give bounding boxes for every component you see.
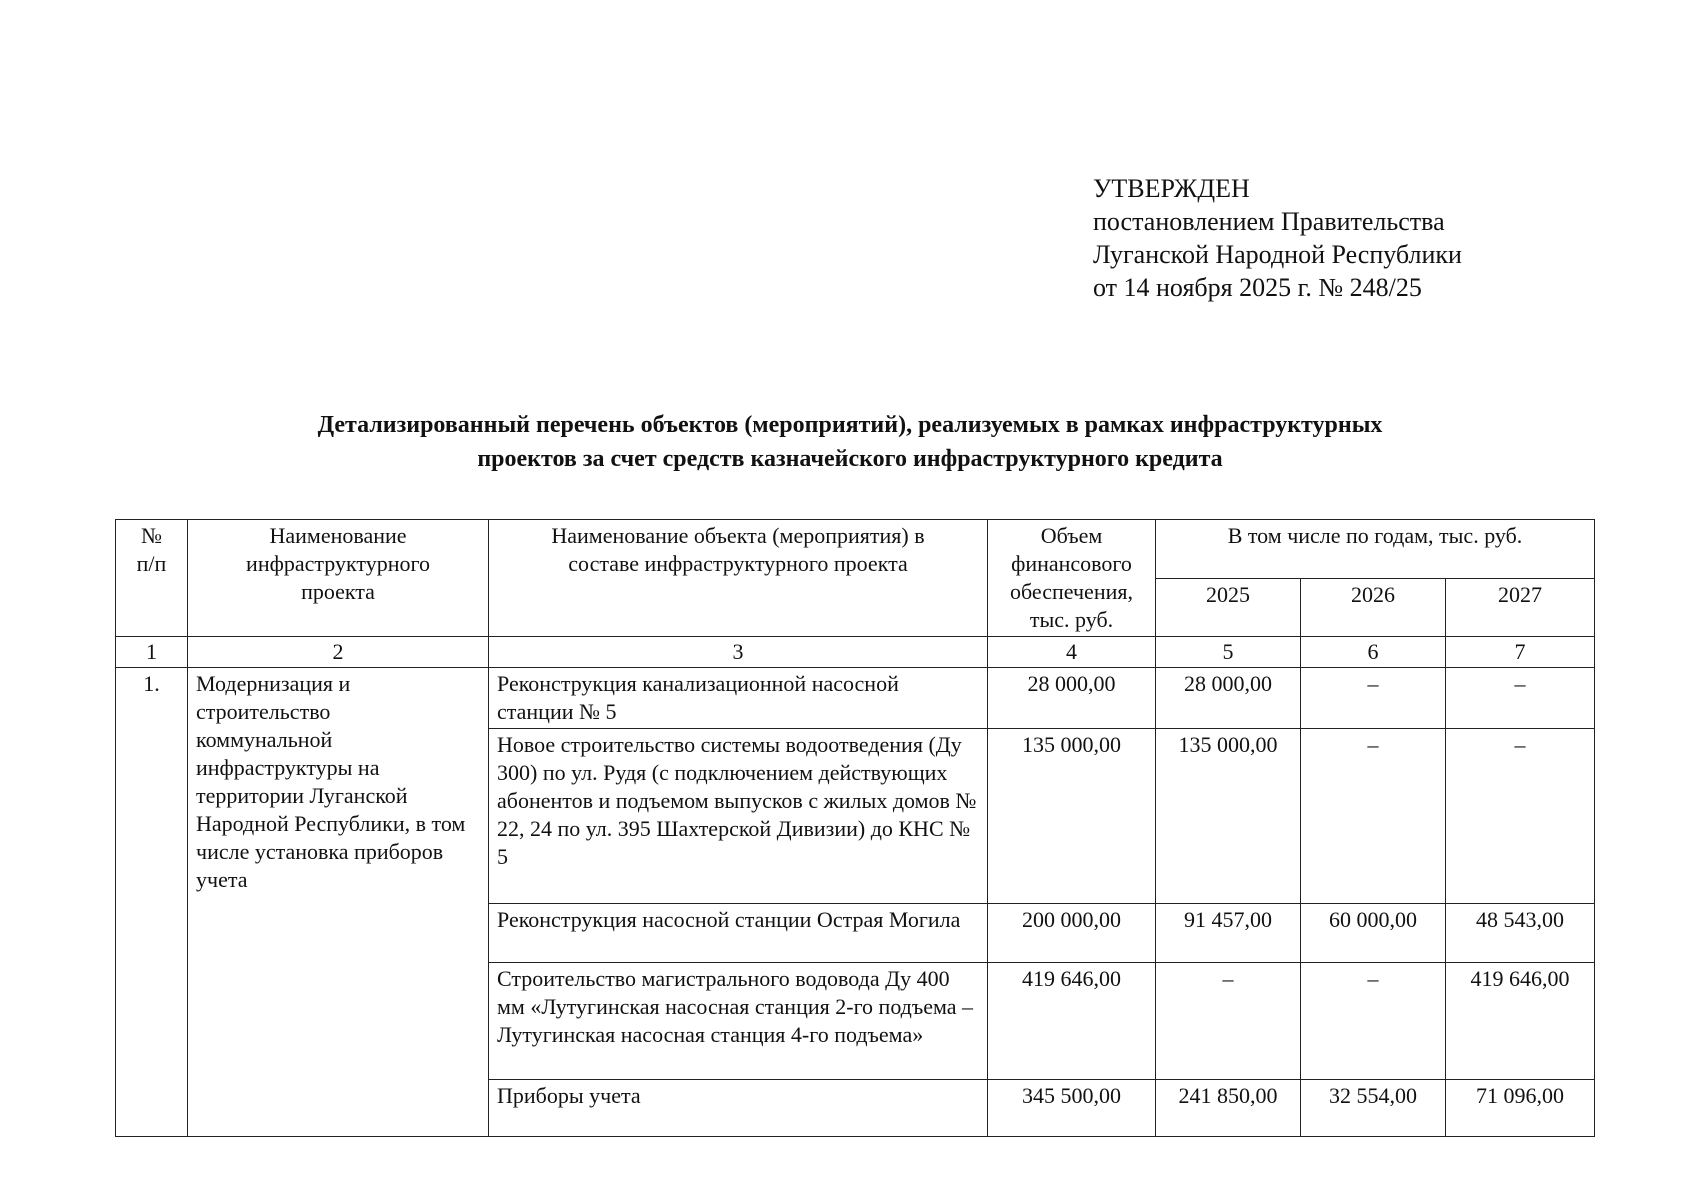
document-title-line: Детализированный перечень объектов (мероприятий), реализуемых в рамках инфраструктурных (317, 412, 1383, 438)
volume-cell: 28 000,00 (988, 668, 1156, 729)
year-2026-cell: – (1301, 963, 1446, 1080)
year-2025-cell: 241 850,00 (1156, 1080, 1301, 1137)
table-row (116, 668, 1595, 729)
year-2026-cell: – (1301, 729, 1446, 904)
volume-cell: 345 500,00 (988, 1080, 1156, 1137)
volume-cell: 135 000,00 (988, 729, 1156, 904)
approval-date: от 14 ноября 2025 г. № 248/25 (1093, 273, 1422, 302)
column-number: 4 (988, 637, 1156, 668)
object-name: Реконструкция канализационной насосной станции № 5 (489, 668, 988, 729)
year-2025-cell: – (1156, 963, 1301, 1080)
year-2025-cell: 28 000,00 (1156, 668, 1301, 729)
header-year-2027: 2027 (1446, 578, 1595, 637)
header-year-2026: 2026 (1301, 578, 1446, 637)
year-2027-cell: 71 096,00 (1446, 1080, 1595, 1137)
year-2026-cell: 32 554,00 (1301, 1080, 1446, 1137)
approval-block (1093, 172, 1462, 304)
header-project: Наименование инфраструктурного проекта (188, 520, 489, 637)
column-number: 6 (1301, 637, 1446, 668)
object-name: Строительство магистрального водовода Ду 400 мм «Лутугинская насосная станция 2-го подъема – Лутугинская насосная станция 4-го подъема» (489, 963, 988, 1080)
header-year-2025: 2025 (1156, 578, 1301, 637)
column-number: 7 (1446, 637, 1595, 668)
year-2027-cell: – (1446, 668, 1595, 729)
column-number: 1 (116, 637, 188, 668)
year-2027-cell: 419 646,00 (1446, 963, 1595, 1080)
year-2027-cell: 48 543,00 (1446, 904, 1595, 963)
document-title (150, 408, 1550, 476)
project-name: Модернизация и строительство коммунальной инфраструктуры на территории Луганской Народной Республики, в том числе установка приборов учета (188, 668, 489, 1137)
year-2026-cell: 60 000,00 (1301, 904, 1446, 963)
year-2025-cell: 135 000,00 (1156, 729, 1301, 904)
object-name: Новое строительство системы водоотведения (Ду 300) по ул. Рудя (с подключением действующих абонентов и подъемом выпусков с жилых домов № 22, 24 по ул. 395 Шахтерской Дивизии) до КНС № 5 (489, 729, 988, 904)
volume-cell: 200 000,00 (988, 904, 1156, 963)
year-2025-cell: 91 457,00 (1156, 904, 1301, 963)
header-volume: Объем финансового обеспечения, тыс. руб. (988, 520, 1156, 637)
object-name: Приборы учета (489, 1080, 988, 1137)
header-object: Наименование объекта (мероприятия) в составе инфраструктурного проекта (489, 520, 988, 637)
object-name: Реконструкция насосной станции Острая Могила (489, 904, 988, 963)
approval-heading: УТВЕРЖДЕН (1093, 174, 1250, 203)
column-number: 3 (489, 637, 988, 668)
objects-table (115, 519, 1595, 1137)
year-2026-cell: – (1301, 668, 1446, 729)
column-number-row (116, 637, 1595, 668)
header-num: № п/п (116, 520, 188, 637)
year-2027-cell: – (1446, 729, 1595, 904)
volume-cell: 419 646,00 (988, 963, 1156, 1080)
document-title-line: проектов за счет средств казначейского инфраструктурного кредита (477, 446, 1223, 472)
column-number: 2 (188, 637, 489, 668)
approval-line: Луганской Народной Республики (1093, 240, 1462, 269)
column-number: 5 (1156, 637, 1301, 668)
header-by-years: В том числе по годам, тыс. руб. (1156, 520, 1595, 579)
project-number: 1. (116, 668, 188, 1137)
approval-line: постановлением Правительства (1093, 207, 1445, 236)
